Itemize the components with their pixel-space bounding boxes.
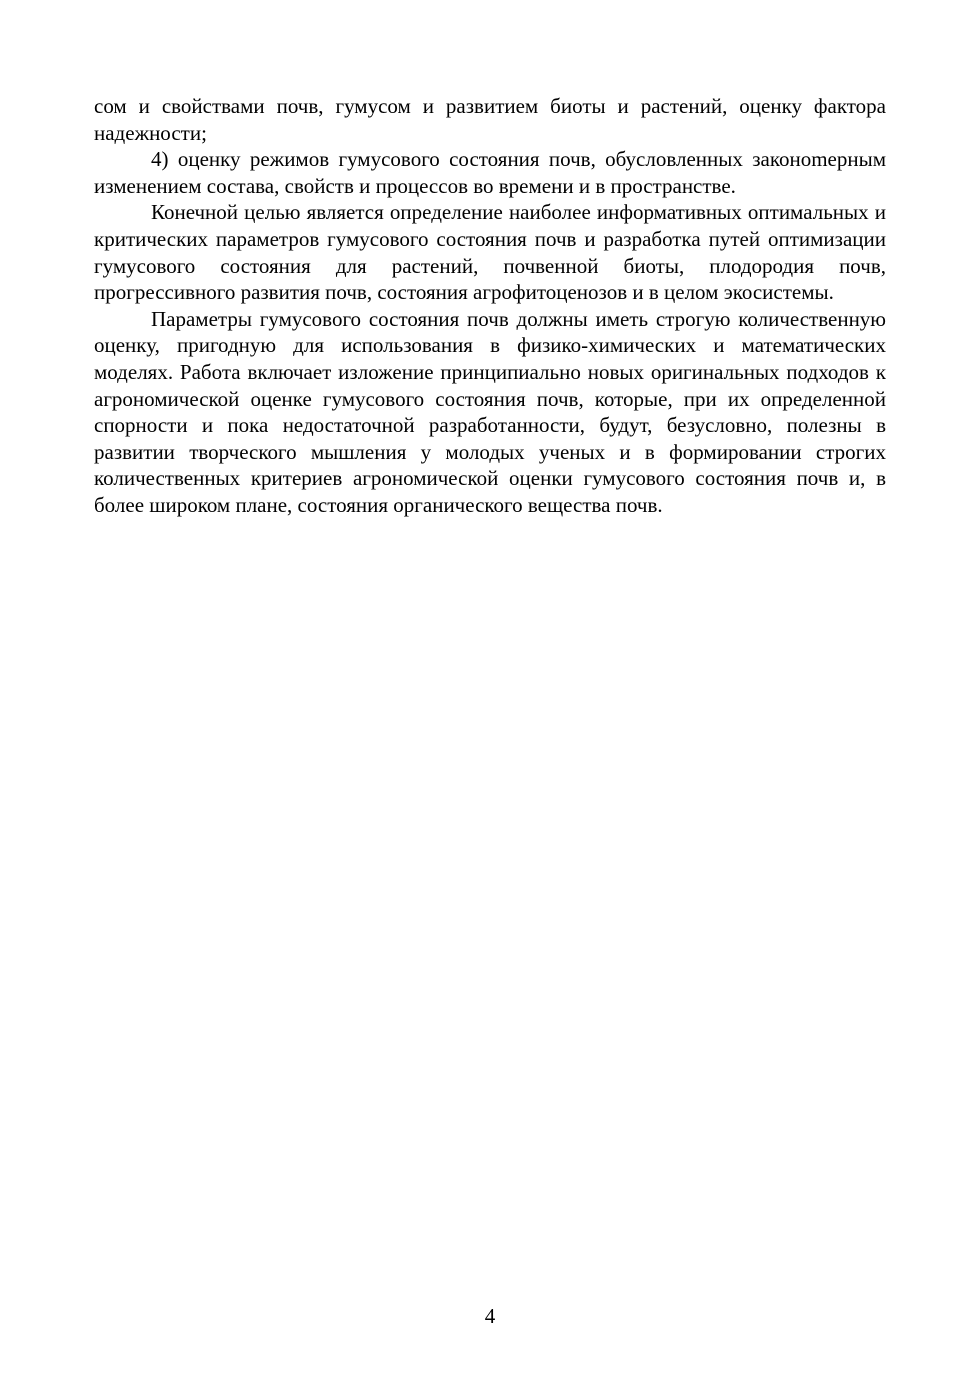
paragraph-continuation: сом и свойствами почв, гумусом и развитием биоты и растений, оценку фактора надежности; — [94, 94, 886, 145]
paragraph-parameters: Параметры гумусового состояния почв должны иметь строгую количественную оценку, пригодную для использования в физико-химических и математических моделях. Работа включает изложение принципиально новых оригинальных подходов к агрономической оценке гумусового состояния почв, которые, при их определенной спорности и пока недостаточной разработанности, будут, безусловно, полезны в развитии творческого мышления у молодых ученых и в формировании строгих количественных критериев агрономической оценки гумусового состояния почв и, в более широком плане, состояния органического вещества почв. — [94, 306, 886, 517]
body-text — [94, 93, 886, 519]
paragraph-list-item-4: 4) оценку режимов гумусового состояния почв, обусловленных законоmерным изменением состава, свойств и процессов во времени и в пространстве. — [94, 147, 886, 198]
paragraph-final-goal: Конечной целью является определение наиболее информативных оптимальных и критических параметров гумусового состояния почв и разработка путей оптимизации гумусового состояния для растений, почвенной биоты, плодородия почв, прогрессивного развития почв, состояния агрофитоценозов и в целом экосистемы. — [94, 200, 886, 305]
page-number: 4 — [484, 1304, 496, 1328]
